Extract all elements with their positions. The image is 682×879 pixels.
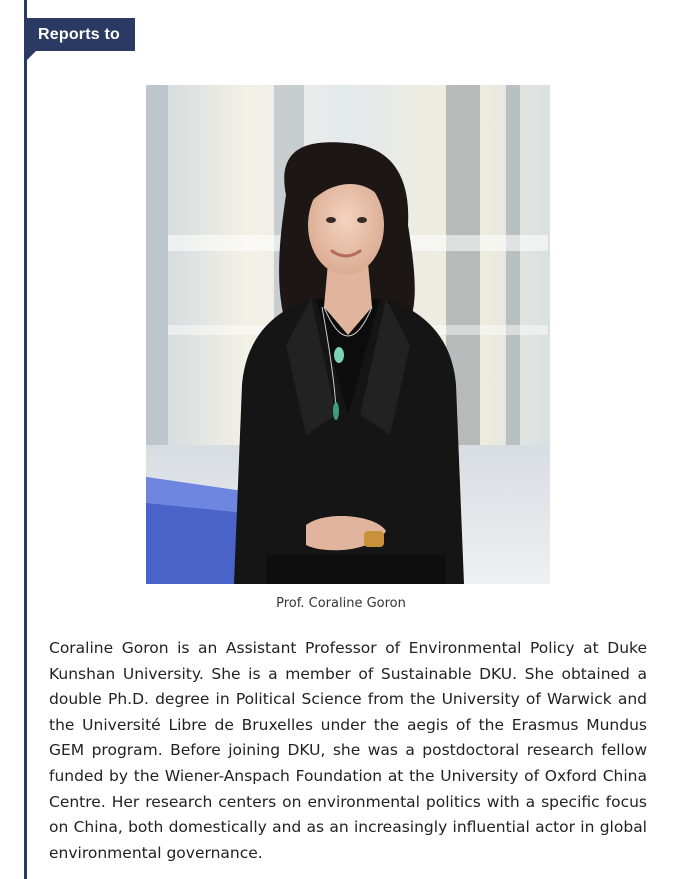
- photo-caption: Prof. Coraline Goron: [276, 596, 406, 611]
- bio-paragraph: Coraline Goron is an Assistant Professor of Environmental Policy at Duke Kunshan University. She is a member of Sustainable DKU. She obtained a double Ph.D. degree in Political Science from the University of Warwick and the Université Libre de Bruxelles under the aegis of the Erasmus Mundus GEM program. Before joining DKU, she was a postdoctoral research fellow funded by the Wiener-Anspach Foundation at the University of Oxford China Centre. Her research centers on environmental politics with a specific focus on China, both domestically and as an increasingly influential actor in global environmental governance.: [49, 639, 647, 862]
- portrait-illustration: [146, 85, 550, 584]
- portrait-photo: [146, 85, 550, 584]
- section-label: Reports to: [27, 18, 135, 51]
- left-accent-rule: [24, 0, 27, 879]
- section-label-tail: [27, 51, 36, 60]
